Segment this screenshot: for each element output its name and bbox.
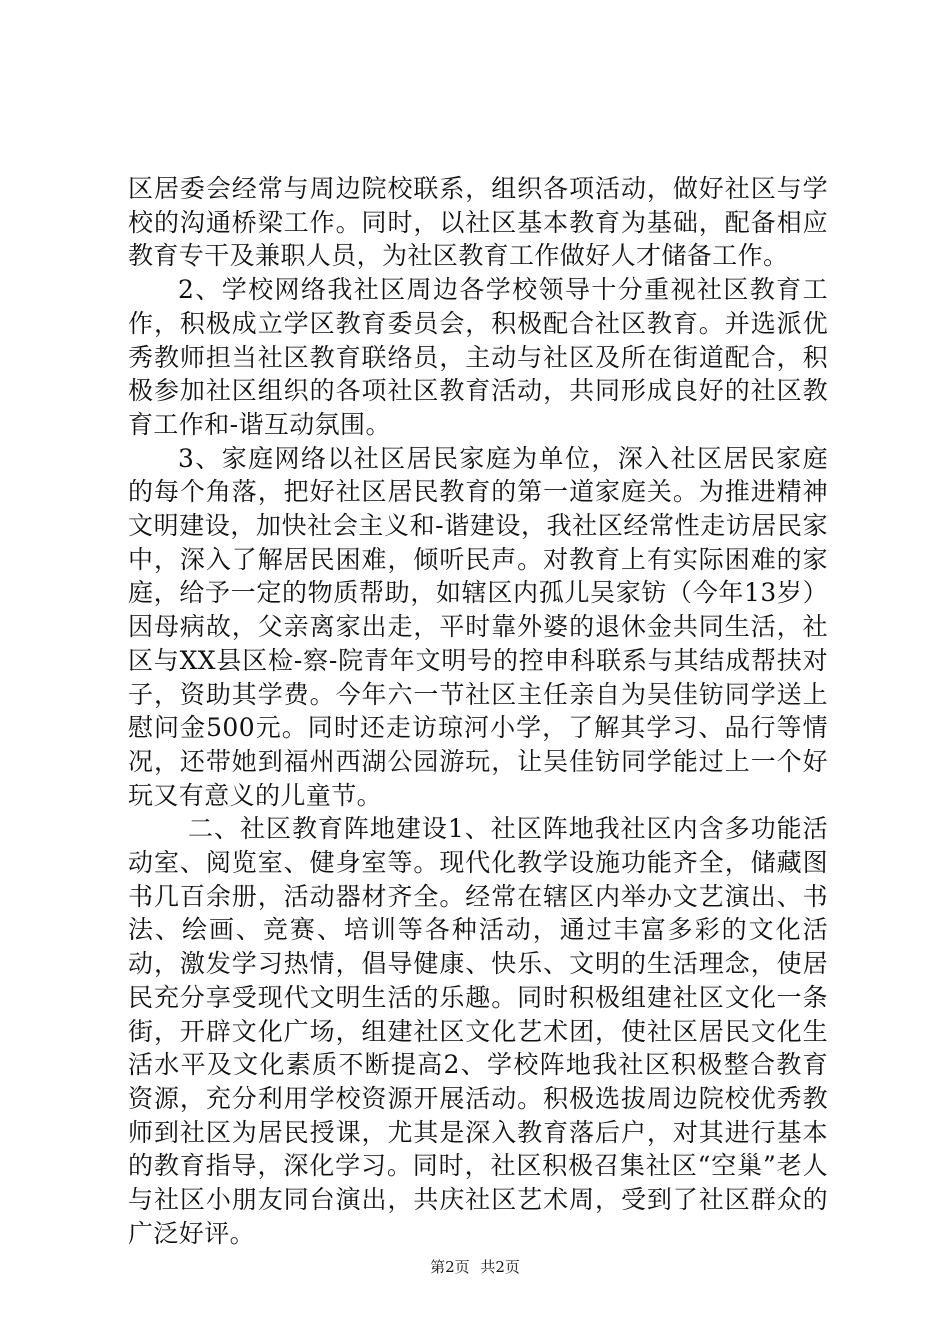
paragraph-education-base: 二、社区教育阵地建设1、社区阵地我社区内含多功能活动室、阅览室、健身室等。现代化教学设施功能齐全，储藏图书几百余册，活动器材齐全。经常在辖区内举办文艺演出、书法、绘画、竞赛、培训等各种活动，通过丰富多彩的文化活动，激发学习热情，倡导健康、快乐、文明的生活理念，使居民充分享受现代文明生活的乐趣。同时积极组建社区文化一条街，开辟文化广场，组建社区文化艺术团，使社区居民文化生活水平及文化素质不断提高2、学校阵地我社区积极整合教育资源，充分利用学校资源开展活动。积极选拔周边院校优秀教师到社区为居民授课，尤其是深入教育落后户，对其进行基本的教育指导，深化学习。同时，社区积极召集社区“空巢”老人与社区小朋友同台演出，共庆社区艺术周，受到了社区群众的广泛好评。 <box>128 814 828 1248</box>
page-number: 第2页 <box>430 1258 470 1276</box>
paragraph-family-network: 3、家庭网络以社区居民家庭为单位，深入社区居民家庭的每个角落，把好社区居民教育的第一道家庭关。为推进精神文明建设，加快社会主义和-谐建设，我社区经常性走访居民家中，深入了解居民困难，倾听民声。对教育上有实际困难的家庭，给予一定的物质帮助，如辖区内孤儿吴家钫（今年13岁）因母病故，父亲离家出走，平时靠外婆的退休金共同生活，社区与XX县区检-察-院青年文明号的控申科联系与其结成帮扶对子，资助其学费。今年六一节社区主任亲自为吴佳钫同学送上慰问金500元。同时还走访琼河小学，了解其学习、品行等情况，还带她到福州西湖公园游玩，让吴佳钫同学能过上一个好玩又有意义的儿童节。 <box>128 443 828 810</box>
page-total: 共2页 <box>480 1258 520 1276</box>
document-body <box>128 172 828 1251</box>
page-footer <box>0 1256 950 1277</box>
paragraph-school-network: 2、学校网络我社区周边各学校领导十分重视社区教育工作，积极成立学区教育委员会，积极配合社区教育。并选派优秀教师担当社区教育联络员，主动与社区及所在街道配合，积极参加社区组织的各项社区教育活动，共同形成良好的社区教育工作和-谐互动氛围。 <box>128 275 828 439</box>
paragraph-continuation: 区居委会经常与周边院校联系，组织各项活动，做好社区与学校的沟通桥梁工作。同时，以社区基本教育为基础，配备相应教育专干及兼职人员，为社区教育工作做好人才储备工作。 <box>128 174 828 271</box>
